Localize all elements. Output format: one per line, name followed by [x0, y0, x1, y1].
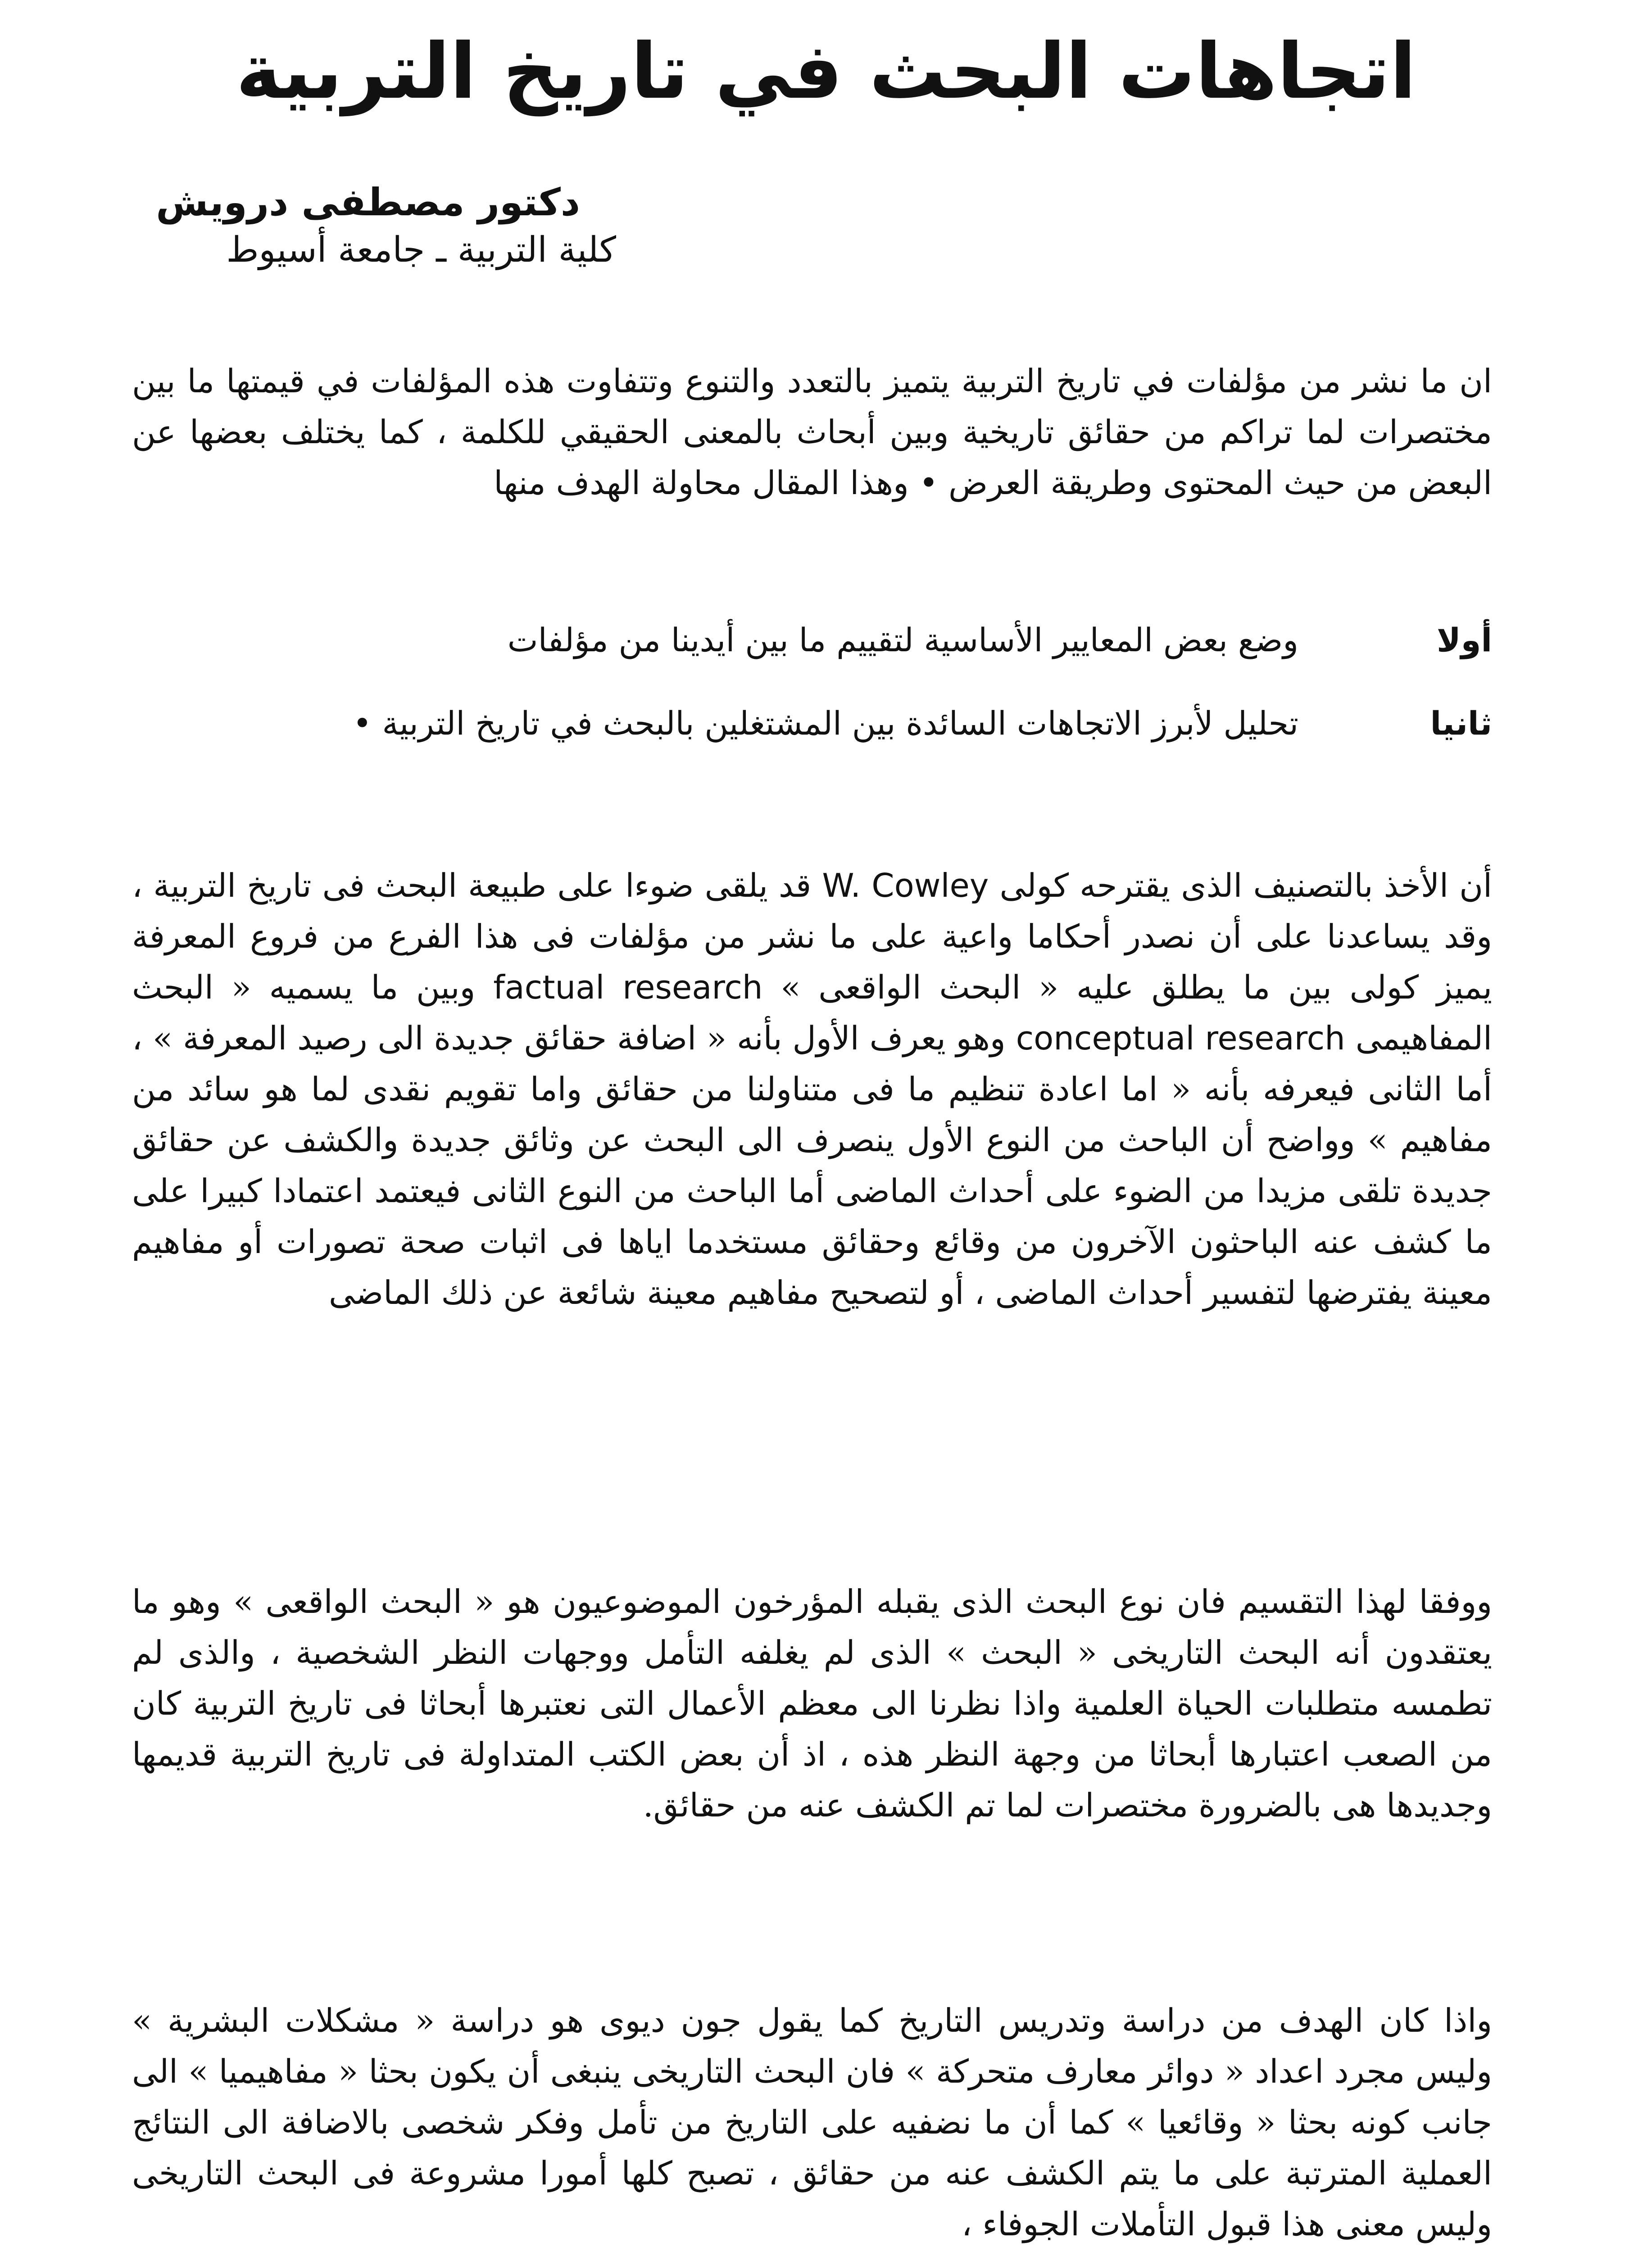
english-term-cowley: W. Cowley	[822, 867, 989, 904]
list-item-label: ثانيا	[1430, 704, 1492, 742]
article-title: اتجاهات البحث في تاريخ التربية	[236, 27, 1416, 116]
english-term-factual: factual research	[493, 968, 763, 1006]
paragraph-intro: ان ما نشر من مؤلفات في تاريخ التربية يتميز بالتعدد والتنوع وتتفاوت هذه المؤلفات في قيمتها ما بين مختصرات لما تراكم من حقائق تاريخية وبين أبحاث بالمعنى الحقيقي للكلمة ، كما يختلف بعضها عن البعض من حيث المحتوى وطريقة العرض • وهذا المقال محاولة الهدف منها	[132, 362, 1492, 502]
paragraph-text: وبين ما يسميه « البحث المفاهيمى	[132, 968, 1493, 1057]
list-item-second	[132, 698, 1492, 749]
author-name: دكتور مصطفى درويش	[156, 180, 580, 224]
list-item-text: تحليل لأبرز الاتجاهات السائدة بين المشتغلين بالبحث في تاريخ التربية •	[353, 704, 1298, 742]
paragraph-classification: ووفقا لهذا التقسيم فان نوع البحث الذى يقبله المؤرخون الموضوعيون هو « البحث الواقعى » وهو ما يعتقدون أنه البحث التاريخى « البحث » الذى لم يغلفه التأمل ووجهات النظر الشخصية ، والذى لم تطمسه متطلبات الحياة العلمية واذا نظرنا الى معظم الأعمال التى نعتبرها أبحاثا فى تاريخ التربية كان من الصعب اعتبارها أبحاثا من وجهة النظر هذه ، اذ أن بعض الكتب المتداولة فى تاريخ التربية قديمها وجديدها هى بالضرورة مختصرات لما تم الكشف عنه من حقائق.	[132, 1583, 1492, 1824]
paragraph-dewey: واذا كان الهدف من دراسة وتدريس التاريخ كما يقول جون ديوى هو دراسة « مشكلات البشرية » وليس مجرد اعداد « دوائر معارف متحركة » فان البحث التاريخى ينبغى أن يكون بحثا « مفاهيميا » الى جانب كونه بحثا « وقائعيا » كما أن ما نضفيه على التاريخ من تأمل وفكر شخصى بالاضافة الى النتائج العملية المترتبة على ما يتم الكشف عنه من حقائق ، تصبح كلها أمورا مشروعة فى البحث التاريخى وليس معنى هذا قبول التأملات الجوفاء ،	[132, 2002, 1492, 2243]
paragraph-cowley	[132, 860, 1492, 1318]
paragraph-text: وهو يعرف الأول بأنه « اضافة حقائق جديدة الى رصيد المعرفة » ، أما الثانى فيعرفه بأنه « اما اعادة تنظيم ما فى متناولنا من حقائق واما تقويم نقدى لما هو سائد من مفاهيم » وواضح أن الباحث من النوع الأول ينصرف الى البحث عن وثائق جديدة والكشف عن حقائق جديدة تلقى مزيدا من الضوء على أحداث الماضى أما الباحث من النوع الثانى فيعتمد اعتمادا كبيرا على ما كشف عنه الباحثون الآخرون من وقائع وحقائق مستخدما اياها فى اثبات صحة تصورات أو مفاهيم معينة يفترضها لتفسير أحداث الماضى ، أو لتصحيح مفاهيم معينة شائعة عن ذلك الماضى	[132, 1019, 1492, 1312]
paragraph-text: أن الأخذ بالتصنيف الذى يقترحه كولى	[999, 867, 1492, 904]
list-item-text: وضع بعض المعايير الأساسية لتقييم ما بين أيدينا من مؤلفات	[507, 621, 1298, 659]
list-item-label: أولا	[1436, 621, 1492, 659]
english-term-conceptual: conceptual research	[1016, 1019, 1345, 1057]
list-item-first	[132, 615, 1492, 666]
author-affiliation: كلية التربية ـ جامعة أسيوط	[226, 230, 616, 270]
paragraph-text: قد يلقى ضوءا على طبيعة البحث فى تاريخ التربية ، وقد يساعدنا على أن نصدر أحكاما واعية على ما نشر من مؤلفات فى هذا الفرع من فروع المعرفة يميز كولى بين ما يطلق عليه « البحث الواقعى »	[132, 867, 1492, 1006]
